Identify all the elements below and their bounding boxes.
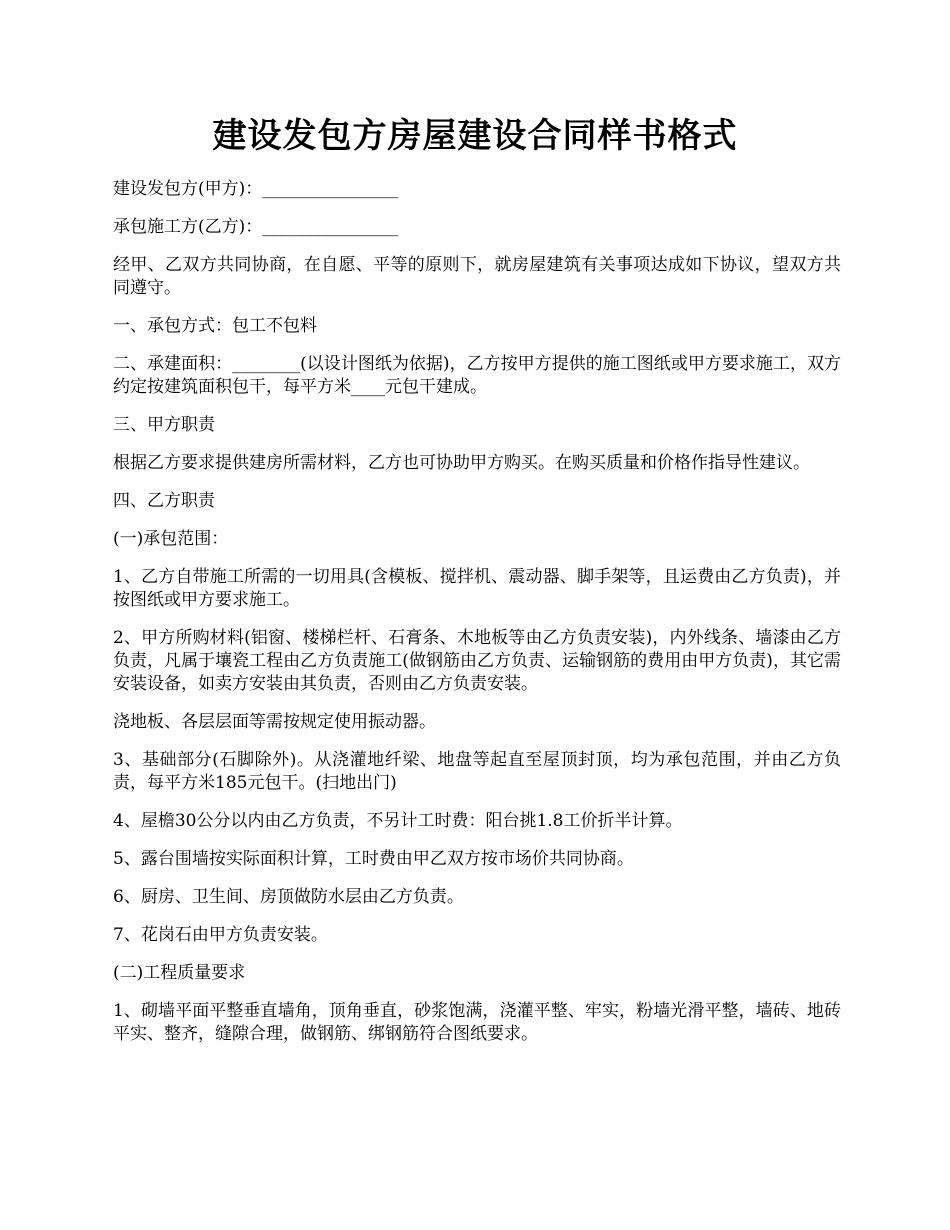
- contract-clause: 1、乙方自带施工所需的一切用具(含模板、搅拌机、震动器、脚手架等，且运费由乙方负责)，并按图纸或甲方要求施工。: [113, 567, 841, 610]
- contract-paragraph: 根据乙方要求提供建房所需材料，乙方也可协助甲方购买。在购买质量和价格作指导性建议。: [113, 453, 810, 473]
- section-heading: 三、甲方职责: [113, 415, 215, 435]
- contract-clause: 6、厨房、卫生间、房顶做防水层由乙方负责。: [113, 887, 464, 907]
- contract-clause: 4、屋檐30公分以内由乙方负责，不另计工时费：阳台挑1.8工价折半计算。: [113, 811, 683, 831]
- contract-paragraph: 二、承建面积：________(以设计图纸为依据)，乙方按甲方提供的施工图纸或甲方要求施工，双方约定按建筑面积包干，每平方米____元包干建成。: [113, 354, 841, 397]
- contract-clause: 5、露台围墙按实际面积计算，工时费由甲乙双方按市场价共同协商。: [113, 849, 634, 869]
- section-heading: 一、承包方式：包工不包料: [113, 316, 317, 336]
- document-title: 建设发包方房屋建设合同样书格式: [212, 116, 738, 156]
- subsection-heading: (二)工程质量要求: [113, 963, 246, 983]
- contract-clause: 3、基础部分(石脚除外)。从浇灌地纤梁、地盘等起直至屋顶封顶，均为承包范围，并由乙方负责，每平方米185元包干。(扫地出门): [113, 750, 841, 793]
- preamble-paragraph: 经甲、乙双方共同协商，在自愿、平等的原则下，就房屋建筑有关事项达成如下协议，望双方共同遵守。: [113, 255, 841, 298]
- section-heading: 四、乙方职责: [113, 491, 215, 511]
- party-a-line: 建设发包方(甲方)：________________: [113, 179, 399, 199]
- contract-clause: 7、花岗石由甲方负责安装。: [113, 925, 328, 945]
- subsection-heading: (一)承包范围：: [113, 529, 229, 549]
- contract-clause: 2、甲方所购材料(铝窗、楼梯栏杆、石膏条、木地板等由乙方负责安装)，内外线条、墙漆由乙方负责，凡属于壤瓷工程由乙方负责施工(做钢筋由乙方负责、运输钢筋的费用由甲方负责)，其它需安装设备，如卖方安装由其负责，否则由乙方负责安装。: [113, 628, 841, 694]
- contract-clause: 浇地板、各层层面等需按规定使用振动器。: [113, 712, 436, 732]
- contract-clause: 1、砌墙平面平整垂直墙角，顶角垂直，砂浆饱满，浇灌平整、牢实，粉墙光滑平整，墙砖、地砖平实、整齐，缝隙合理，做钢筋、绑钢筋符合图纸要求。: [113, 1001, 841, 1044]
- document-body: [113, 178, 841, 1061]
- party-b-line: 承包施工方(乙方)：________________: [113, 217, 399, 237]
